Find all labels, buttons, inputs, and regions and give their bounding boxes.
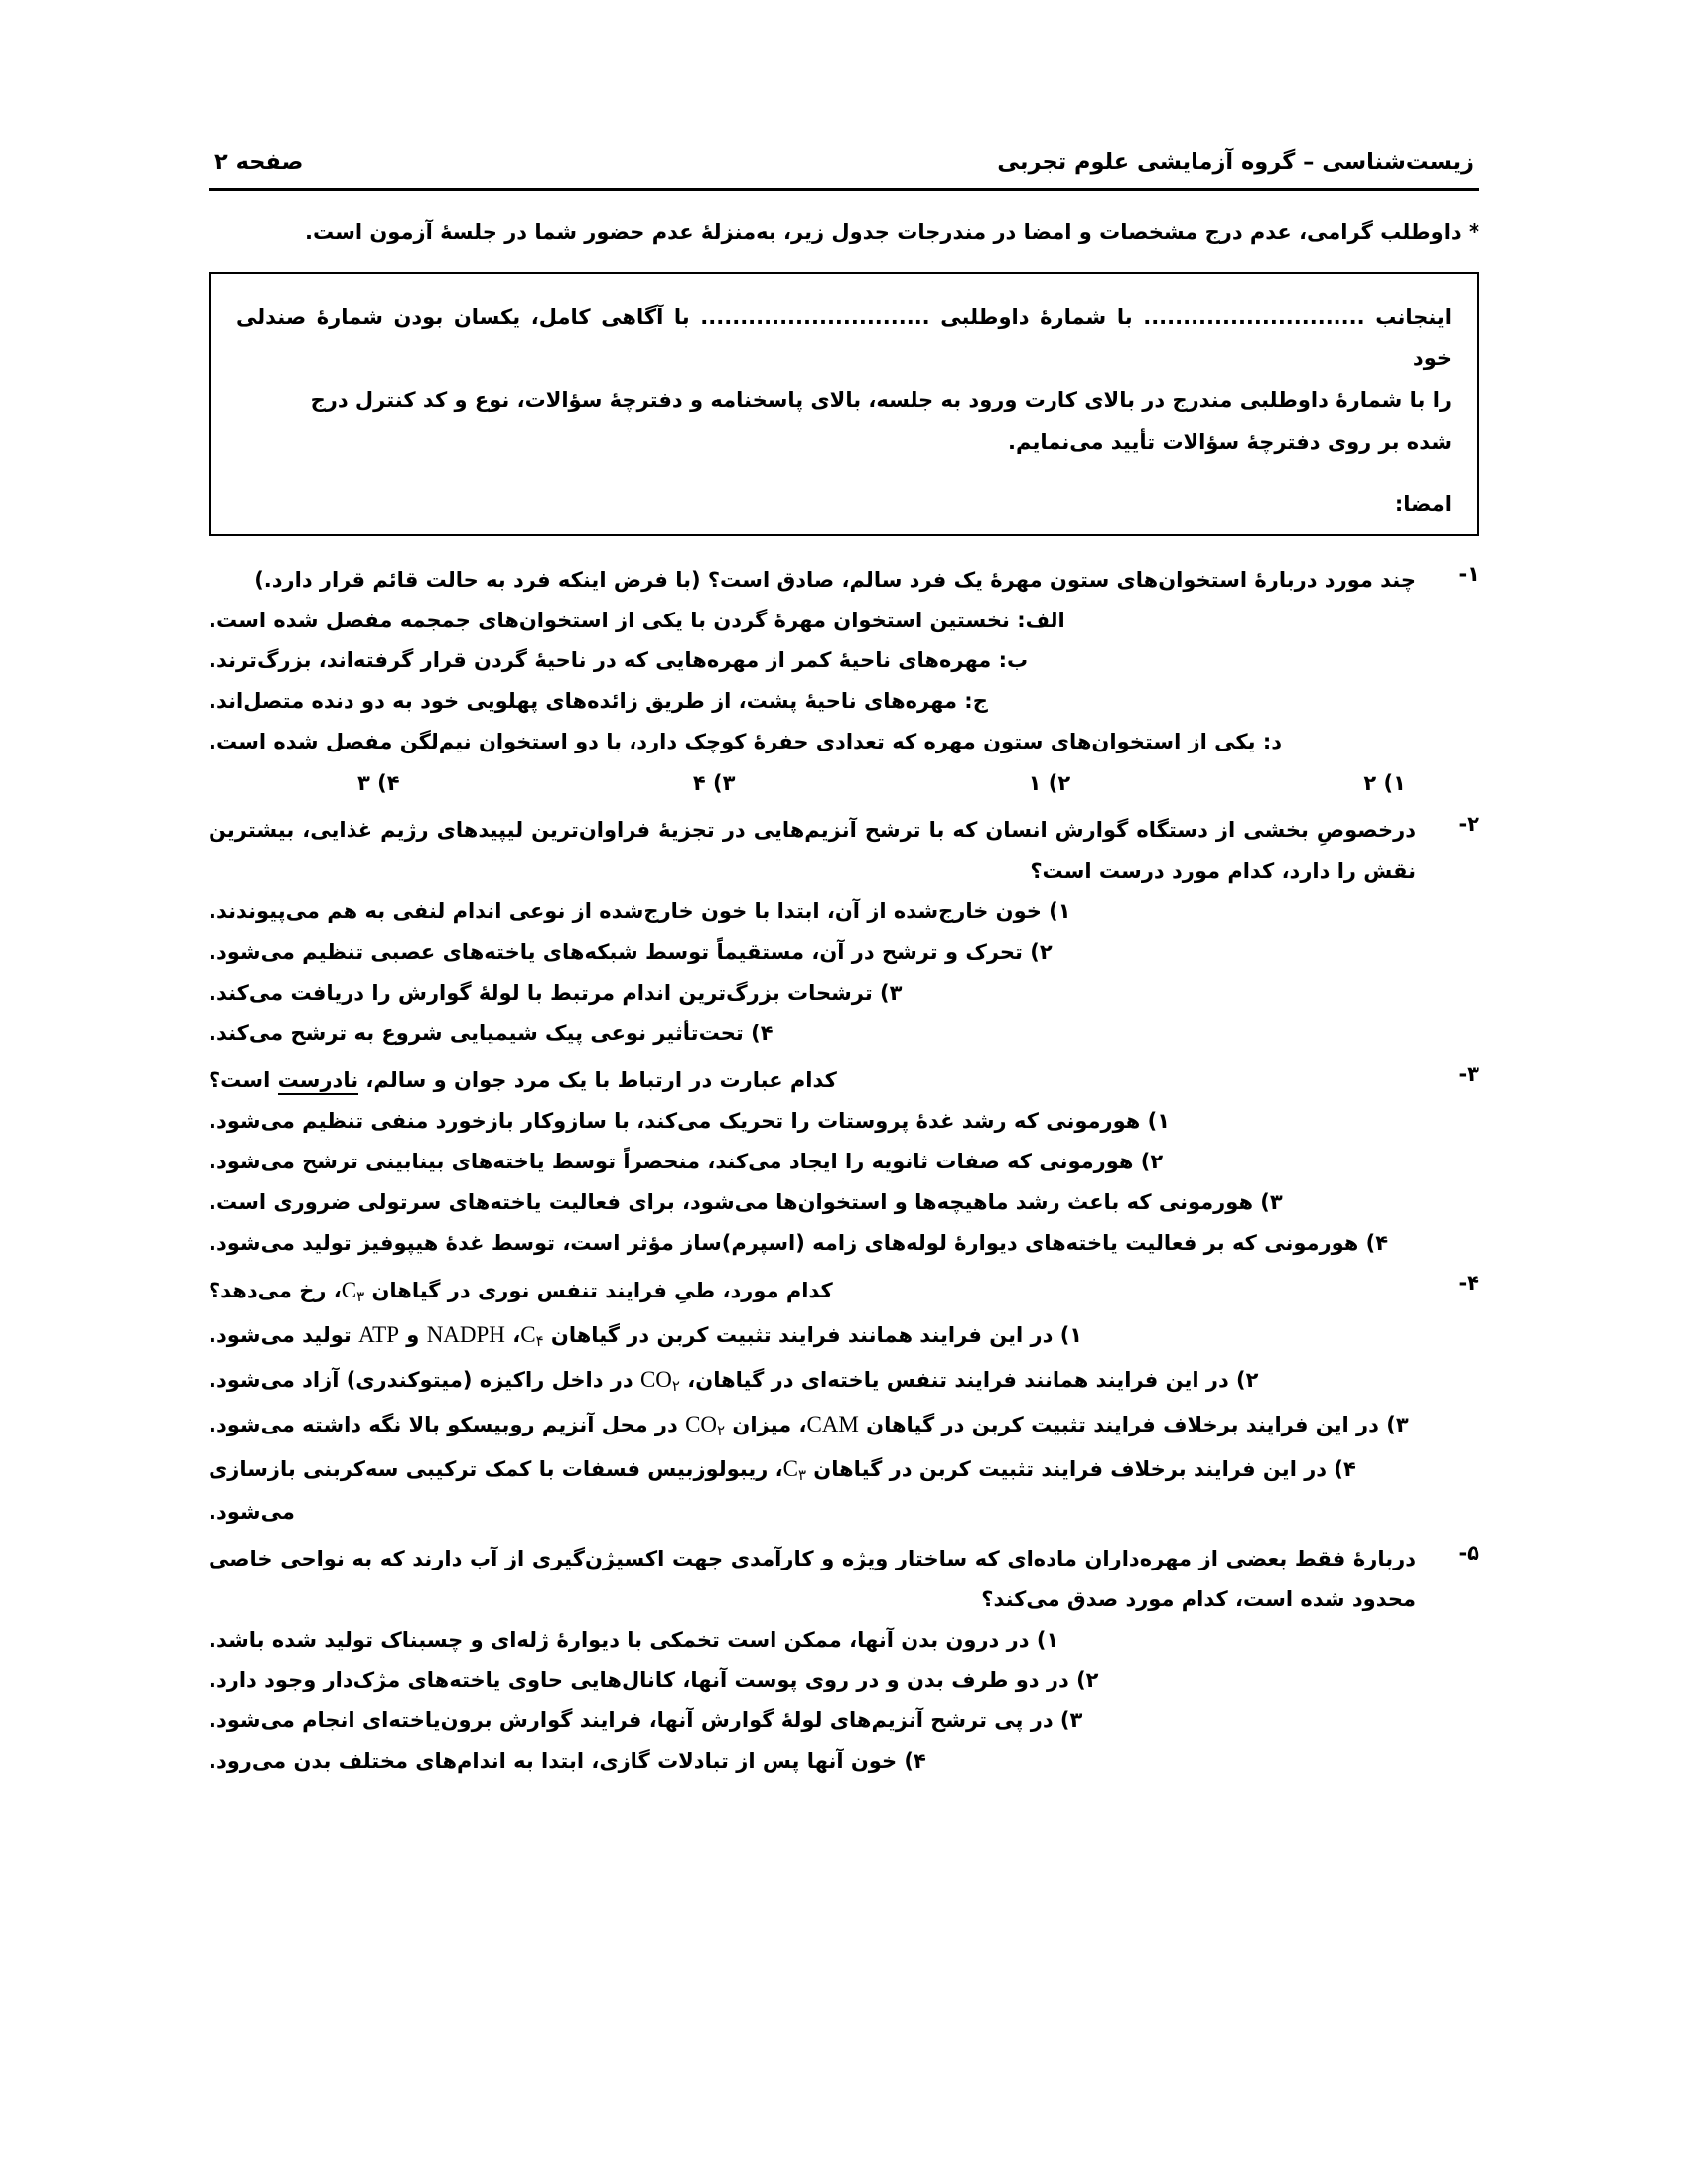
- question-stem: کدام مورد، طیِ فرایند تنفس نوری در گیاهان $C_۳،$ رخ می‌دهد؟: [209, 1269, 1416, 1313]
- answer-option[interactable]: ۴) تحت‌تأثیر نوعی پیک شیمیایی شروع به ترشح می‌کند.: [209, 1021, 774, 1045]
- answer-option[interactable]: ۱) خون خارج‌شده از آن، ابتدا با خون خارج‌شده از نوعی اندام لنفی به هم می‌پیوندند.: [209, 899, 1071, 924]
- question-stem: کدام عبارت در ارتباط با یک مرد جوان و سالم، نادرست است؟: [209, 1060, 1416, 1101]
- question-number: ۱-: [1458, 561, 1479, 586]
- latin-term: ATP: [358, 1322, 399, 1348]
- answer-option[interactable]: ۱) ۲: [1363, 771, 1406, 796]
- question-stem: دربارهٔ فقط بعضی از مهره‌داران ماده‌ای که ساختار ویژه و کارآمدی جهت اکسیژن‌گیری از آب دارند که به نواحی خاصی محدود شده است، کدام مورد صدق می‌کند؟: [209, 1546, 1416, 1611]
- answer-option[interactable]: ۱) هورمونی که رشد غدهٔ پروستات را تحریک می‌کند، با سازوکار بازخورد منفی تنظیم می‌شود.: [209, 1108, 1171, 1133]
- question-block: [209, 1539, 1479, 1783]
- question-stem: چند مورد دربارهٔ استخوان‌های ستون مهرهٔ یک فرد سالم، صادق است؟ (با فرض اینکه فرد به حالت قائم قرار دارد.): [254, 567, 1416, 592]
- declaration-line-1: اینجانب ............................ با شمارهٔ داوطلبی ............................. با آگاهی کامل، یکسان بودن شمارهٔ صندلی خود: [236, 304, 1452, 370]
- answer-option[interactable]: ۱) در درون بدن آنها، ممکن است تخمکی با دیوارهٔ ژله‌ای و چسبناک تولید شده باشد.: [209, 1627, 1059, 1652]
- declaration-line-3: شده بر روی دفترچهٔ سؤالات تأیید می‌نمایم.: [1008, 429, 1452, 454]
- page-header: [209, 149, 1479, 184]
- question-sub-item: الف: نخستین استخوان مهرهٔ گردن با یکی از استخوان‌های جمجمه مفصل شده است.: [209, 608, 1065, 632]
- question-sub-item: ب: مهره‌های ناحیهٔ کمر از مهره‌هایی که در ناحیهٔ گردن قرار گرفته‌اند، بزرگ‌ترند.: [209, 648, 1029, 673]
- answer-option[interactable]: ۴) خون آنها پس از تبادلات گازی، ابتدا به اندام‌های مختلف بدن می‌رود.: [209, 1749, 926, 1774]
- question-number: ۵-: [1458, 1540, 1479, 1565]
- answer-option[interactable]: ۲) تحرک و ترشح در آن، مستقیماً توسط شبکه‌های یاخته‌های عصبی تنظیم می‌شود.: [209, 939, 1053, 964]
- question-block: [209, 560, 1479, 805]
- answer-option[interactable]: ۱) در این فرایند همانند فرایند تثبیت کربن در گیاهان $C_۴،$ NADPH و ATP تولید می‌شود.: [209, 1313, 1416, 1358]
- latin-term: $C_۳$: [341, 1278, 365, 1306]
- question-sub-item: ج: مهره‌های ناحیهٔ پشت، از طریق زائده‌های پهلویی خود به دو دنده متصل‌اند.: [209, 689, 988, 714]
- question-number: ۴-: [1458, 1271, 1479, 1296]
- question-block: [209, 1269, 1479, 1532]
- answer-option[interactable]: ۳) در این فرایند برخلاف فرایند تثبیت کربن در گیاهان CAM، میزان $CO_۲$ در محل آنزیم روبیسکو بالا نگه داشته می‌شود.: [209, 1403, 1416, 1447]
- question-body: [209, 810, 1416, 1054]
- question-stem: درخصوصِ بخشی از دستگاه گوارش انسان که با ترشح آنزیم‌هایی در تجزیهٔ فراوان‌ترین لیپیدهای رژیم غذایی، بیشترین نقش را دارد، کدام مورد درست است؟: [209, 818, 1416, 884]
- question-number: ۳-: [1458, 1061, 1479, 1086]
- answer-options-row: [209, 762, 1416, 804]
- answer-option[interactable]: ۲) در این فرایند همانند فرایند تنفس یاخته‌ای در گیاهان، $CO_۲$ در داخل راکیزه (میتوکندری) آزاد می‌شود.: [209, 1358, 1416, 1403]
- question-block: [209, 1060, 1479, 1264]
- latin-term: $CO_۲$: [639, 1367, 680, 1396]
- question-sub-item: د: یکی از استخوان‌های ستون مهره که تعدادی حفرهٔ کوچک دارد، با دو استخوان نیم‌لگن مفصل شده است.: [209, 730, 1283, 754]
- candidate-notice: * داوطلب گرامی، عدم درج مشخصات و امضا در مندرجات جدول زیر، به‌منزلهٔ عدم حضور شما در جلسهٔ آزمون است.: [305, 220, 1479, 244]
- question-body: [209, 560, 1416, 805]
- answer-option[interactable]: ۴) در این فرایند برخلاف فرایند تثبیت کربن در گیاهان $C_۳،$ ریبولوزبیس فسفات با کمک ترکیبی سه‌کربنی بازسازی می‌شود.: [209, 1447, 1416, 1533]
- questions-list: [209, 560, 1479, 1783]
- answer-option[interactable]: ۳) ۴: [692, 771, 736, 796]
- answer-option[interactable]: ۳) در پی ترشح آنزیم‌های لولهٔ گوارش آنها، فرایند گوارش برون‌یاخته‌ای انجام می‌شود.: [209, 1708, 1083, 1733]
- answer-option[interactable]: ۴) ۳: [357, 771, 400, 796]
- question-body: [209, 1539, 1416, 1783]
- header-subject: زیست‌شناسی – گروه آزمایشی علوم تجربی: [997, 149, 1474, 175]
- signature-label: امضا:: [1394, 491, 1452, 516]
- answer-option[interactable]: ۲) در دو طرف بدن و در روی پوست آنها، کانال‌هایی حاوی یاخته‌های مژک‌دار وجود دارد.: [209, 1668, 1099, 1693]
- answer-option[interactable]: ۳) ترشحات بزرگ‌ترین اندام مرتبط با لولهٔ گوارش را دریافت می‌کند.: [209, 980, 903, 1005]
- latin-term: NADPH: [426, 1322, 505, 1348]
- latin-term: $C_۳$: [782, 1455, 806, 1484]
- question-number: ۲-: [1458, 812, 1479, 837]
- answer-option[interactable]: ۲) ۱: [1028, 771, 1071, 796]
- question-block: [209, 810, 1479, 1054]
- declaration-box: [209, 272, 1479, 536]
- header-divider: [209, 188, 1479, 191]
- question-body: [209, 1060, 1416, 1264]
- answer-option[interactable]: ۴) هورمونی که بر فعالیت یاخته‌های دیوارهٔ لوله‌های زامه (اسپرم)ساز مؤثر است، توسط غدهٔ هیپوفیز تولید می‌شود.: [209, 1230, 1389, 1255]
- latin-term: $CO_۲$: [685, 1412, 726, 1440]
- emphasis-underline: نادرست: [278, 1068, 359, 1095]
- answer-option[interactable]: ۲) هورمونی که صفات ثانویه را ایجاد می‌کند، منحصراً توسط یاخته‌های بینابینی ترشح می‌شود.: [209, 1149, 1164, 1173]
- latin-term: $C_۴$: [520, 1322, 544, 1351]
- declaration-line-2: را با شمارهٔ داوطلبی مندرج در بالای کارت ورود به جلسه، بالای پاسخنامه و دفترچهٔ سؤالات، نوع و کد کنترل درج: [310, 387, 1452, 412]
- answer-option[interactable]: ۳) هورمونی که باعث رشد ماهیچه‌ها و استخوان‌ها می‌شود، برای فعالیت یاخته‌های سرتولی ضروری است.: [209, 1189, 1283, 1214]
- header-page-number: صفحه ۲: [214, 149, 304, 175]
- question-body: [209, 1269, 1416, 1532]
- latin-term: CAM: [806, 1412, 859, 1437]
